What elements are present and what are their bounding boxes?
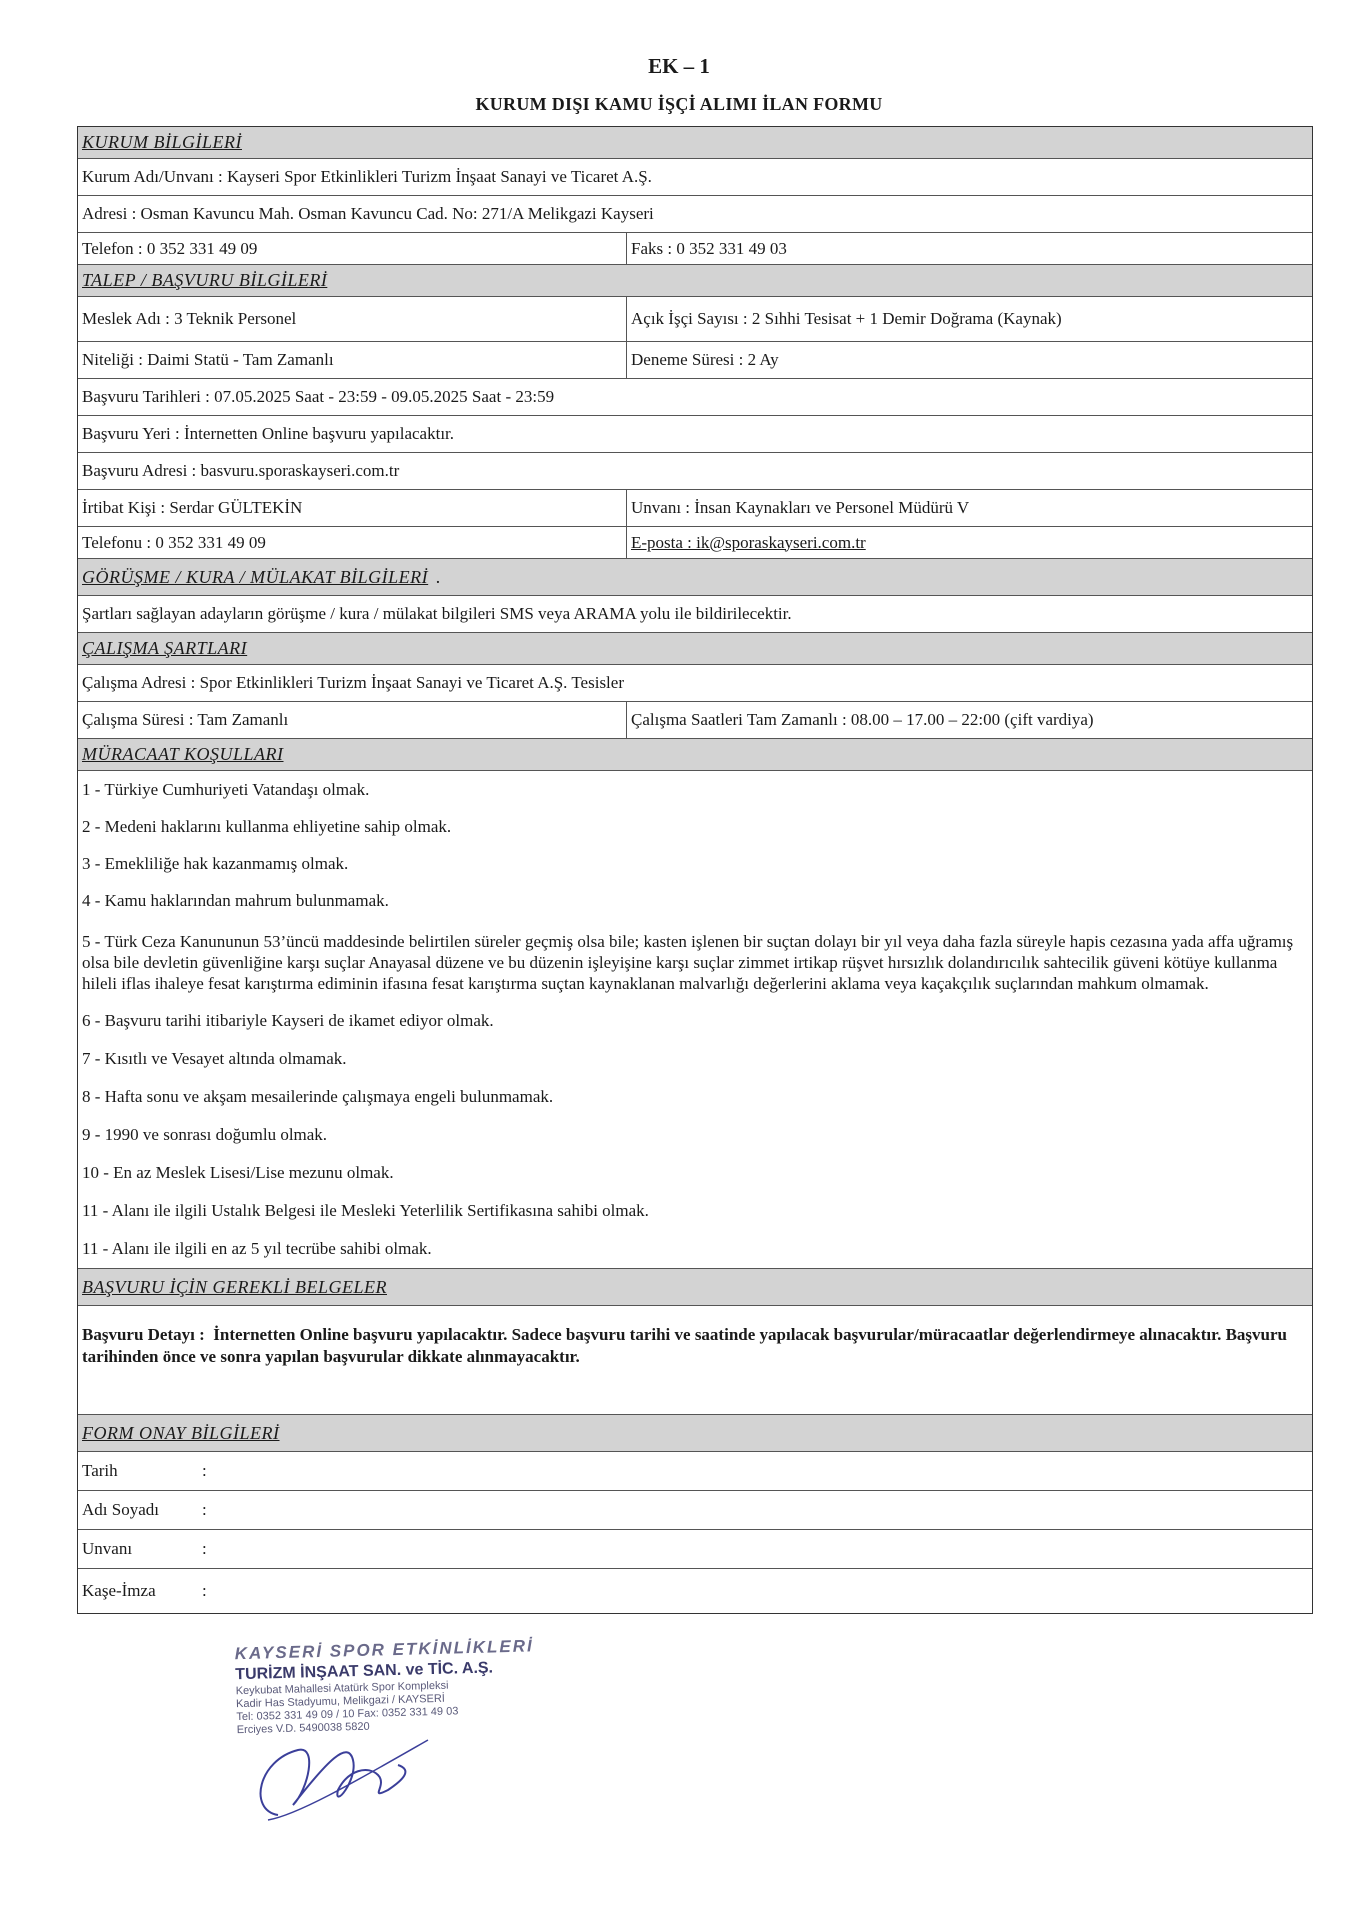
institution-address-row: Adresi : Osman Kavuncu Mah. Osman Kavuncu Cad. No: 271/A Melikgazi Kayseri <box>78 195 1312 232</box>
condition-item: 5 - Türk Ceza Kanununun 53’üncü maddesinde belirtilen süreler geçmiş olsa bile; kasten işlenen bir suçtan dolayı bir yıl veya daha fazla süreyle hapis cezasına yada affa uğramış olsa bile devletin güvenliğine karşı suçlar Anayasal düzene ve bu düzenin işleyişine karşı suçlar zimmet irtikap rüşvet hırsızlık dolandırıcılık sahtecilik güveni kötüye kullanma hileli iflas ihaleye fesat karıştırma ediminin ifasına fesat karıştırma suçtan kaynaklanan malvarlığı değerlerini aklama veya kaçakçılık suçlarından mahkum olmamak. <box>82 932 1294 993</box>
status-row <box>78 341 1312 378</box>
form-title: KURUM DIŞI KAMU İŞÇİ ALIMI İLAN FORMU <box>475 94 883 114</box>
section-header-onay: FORM ONAY BİLGİLERİ <box>78 1414 1312 1451</box>
phone-fax-row <box>78 232 1312 264</box>
condition-item: 4 - Kamu haklarından mahrum bulunmamak. <box>82 890 389 910</box>
company-stamp: KAYSERİ SPOR ETKİNLİKLERİ TURİZM İNŞAAT SAN. ve TİC. A.Ş. Keykubat Mahallesi Atatürk Spor Kompleksi Kadir Has Stadyumu, Melikgazi / KAYSERİ Tel: 0352 331 49 09 / 10 Fax: 0352 331 49 03 Erciyes V.D. 5490038 5820 <box>234 1636 534 1737</box>
announcement-form <box>77 126 1313 1614</box>
condition-item: 8 - Hafta sonu ve akşam mesailerinde çalışmaya engeli bulunmamak. <box>82 1087 554 1106</box>
work-address-row: Çalışma Adresi : Spor Etkinlikleri Turizm İnşaat Sanayi ve Ticaret A.Ş. Tesisler <box>78 664 1312 701</box>
occupation-name: Meslek Adı : 3 Teknik Personel <box>78 297 627 341</box>
work-hours-row <box>78 701 1312 738</box>
contact-person: İrtibat Kişi : Serdar GÜLTEKİN <box>78 490 627 526</box>
occupation-row <box>78 296 1312 341</box>
institution-phone: Telefon : 0 352 331 49 09 <box>78 233 627 264</box>
condition-item: 11 - Alanı ile ilgili Ustalık Belgesi ile Mesleki Yeterlilik Sertifikasına sahibi olmak. <box>82 1201 649 1220</box>
condition-item: 11 - Alanı ile ilgili en az 5 yıl tecrübe sahibi olmak. <box>82 1239 432 1258</box>
section-header-talep: TALEP / BAŞVURU BİLGİLERİ <box>78 264 1312 296</box>
work-hours: Çalışma Saatleri Tam Zamanlı : 08.00 – 17.00 – 22:00 (çift vardiya) <box>631 710 1094 729</box>
condition-item: 10 - En az Meslek Lisesi/Lise mezunu olmak. <box>82 1163 394 1182</box>
condition-item: 1 - Türkiye Cumhuriyeti Vatandaşı olmak. <box>82 779 370 799</box>
application-detail: Başvuru Detayı : İnternetten Online başvuru yapılacaktır. Sadece başvuru tarihi ve saatinde yapılacak başvurular/müracaatlar değerlendirmeye alınacaktır. Başvuru tarihinden önce ve sonra yapılan başvurular dikkate alınmayacaktır. <box>82 1325 1287 1366</box>
approval-name-row: Adı Soyadı : <box>78 1490 1312 1529</box>
probation-period: Deneme Süresi : 2 Ay <box>631 350 779 369</box>
work-duration: Çalışma Süresi : Tam Zamanlı <box>78 702 627 738</box>
open-worker-count: Açık İşçi Sayısı : 2 Sıhhi Tesisat + 1 Demir Doğrama (Kaynak) <box>631 309 1062 328</box>
signature-icon <box>238 1720 438 1830</box>
institution-fax: Faks : 0 352 331 49 03 <box>631 238 787 258</box>
section-header-calisma: ÇALIŞMA ŞARTLARI <box>78 632 1312 664</box>
approval-signature-row: Kaşe-İmza : <box>78 1568 1312 1613</box>
approval-title-row: Unvanı : <box>78 1529 1312 1568</box>
conditions-list <box>78 770 1312 1268</box>
section-header-kurum: KURUM BİLGİLERİ <box>78 127 1312 158</box>
condition-item: 9 - 1990 ve sonrası doğumlu olmak. <box>82 1125 328 1144</box>
employment-nature: Niteliği : Daimi Statü - Tam Zamanlı <box>78 342 627 378</box>
section-header-muracaat: MÜRACAAT KOŞULLARI <box>78 738 1312 770</box>
contact-title: Unvanı : İnsan Kaynakları ve Personel Müdürü V <box>631 498 970 517</box>
condition-item: 6 - Başvuru tarihi itibariyle Kayseri de ikamet ediyor olmak. <box>82 1011 494 1030</box>
institution-name-row: Kurum Adı/Unvanı : Kayseri Spor Etkinlikleri Turizm İnşaat Sanayi ve Ticaret A.Ş. <box>78 158 1312 195</box>
contact-phone-email-row <box>78 526 1312 558</box>
required-documents-row <box>78 1305 1312 1414</box>
contact-row <box>78 489 1312 526</box>
section-header-belgeler: BAŞVURU İÇİN GEREKLİ BELGELER <box>78 1268 1312 1305</box>
application-address-row: Başvuru Adresi : basvuru.sporaskayseri.com.tr <box>78 452 1312 489</box>
contact-email-link[interactable]: E-posta : ik@sporaskayseri.com.tr <box>631 532 866 552</box>
condition-item: 7 - Kısıtlı ve Vesayet altında olmamak. <box>82 1049 347 1068</box>
section-header-gorusme: GÖRÜŞME / KURA / MÜLAKAT BİLGİLERİ . <box>78 558 1312 595</box>
condition-item: 3 - Emekliliğe hak kazanmamış olmak. <box>82 853 349 873</box>
contact-phone: Telefonu : 0 352 331 49 09 <box>78 527 627 558</box>
application-place-row: Başvuru Yeri : İnternetten Online başvuru yapılacaktır. <box>78 415 1312 452</box>
interview-info-row: Şartları sağlayan adayların görüşme / kura / mülakat bilgileri SMS veya ARAMA yolu ile bildirilecektir. <box>78 595 1312 632</box>
annex-label: EK – 1 <box>648 54 710 78</box>
approval-date-row: Tarih : <box>78 1451 1312 1490</box>
condition-item: 2 - Medeni haklarını kullanma ehliyetine sahip olmak. <box>82 816 452 836</box>
application-dates-row: Başvuru Tarihleri : 07.05.2025 Saat - 23:59 - 09.05.2025 Saat - 23:59 <box>78 378 1312 415</box>
